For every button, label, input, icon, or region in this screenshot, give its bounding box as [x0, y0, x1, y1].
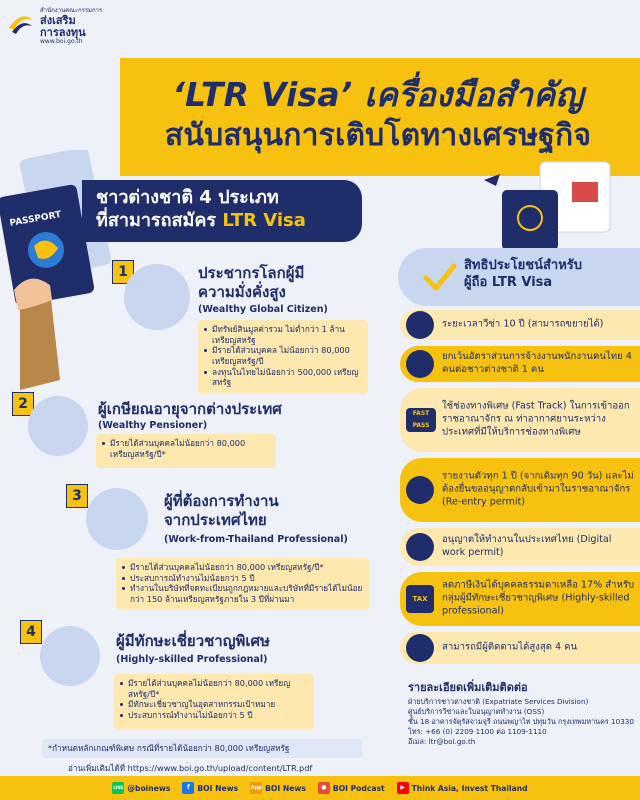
contact-phone[interactable]: โทร: +66 (0) 2209 1100 ต่อ 1109-1110 — [408, 726, 547, 736]
type-3-subtitle: (Work-from-Thailand Professional) — [164, 534, 348, 545]
logo-website: www.boi.go.th — [40, 38, 83, 46]
boi-logo — [6, 8, 102, 46]
types-banner-highlight: LTR Visa — [222, 210, 306, 232]
type-4-subtitle: (Highly-skilled Professional) — [116, 654, 268, 665]
types-banner — [82, 180, 362, 242]
type-1-title-line-1: ประชากรโลกผู้มี — [198, 264, 305, 282]
podcast-icon: ● — [318, 782, 330, 794]
benefit-text-5: อนุญาตให้ทำงานในประเทศไทย (Digital work permit) — [442, 534, 612, 558]
main-title-line-2: สนับสนุนการเติบโตทางเศรษฐกิจ — [164, 118, 592, 153]
footer-youtube-label: Think Asia, Invest Thailand — [411, 783, 528, 793]
type-2-title: ผู้เกษียณอายุจากต่างประเทศ — [98, 400, 282, 418]
type-2-subtitle: (Wealthy Pensioner) — [98, 420, 208, 431]
income-footnote: *กำหนดหลักเกณฑ์พิเศษ กรณีที่รายได้น้อยกว่า 80,000 เหรียญสหรัฐ — [42, 739, 362, 758]
contact-email[interactable]: อีเมล: ltr@boi.go.th — [408, 736, 476, 746]
contact-center: ศูนย์บริการวีซ่าและใบอนุญาตทำงาน (OSS) — [408, 707, 545, 717]
footer-app[interactable] — [250, 782, 306, 794]
type-1-criteria-2: มีรายได้ส่วนบุคคล ไม่น้อยกว่า 80,000 เหรียญสหรัฐ/ปี — [204, 345, 362, 366]
benefits-header-line-2: ผู้ถือ LTR Visa — [464, 274, 553, 290]
type-1-criteria-3: ลงทุนในไทยไม่น้อยกว่า 500,000 เหรียญสหรัฐ — [204, 367, 362, 388]
type-4-criteria-1: มีรายได้ส่วนบุคคลไม่น้อยกว่า 80,000 เหรียญสหรัฐ/ปี* — [120, 678, 308, 699]
facebook-icon: f — [182, 782, 194, 794]
visa-documents-illustration — [480, 160, 630, 250]
logo-line-2: ส่งเสริม — [40, 13, 76, 27]
main-title-line-1: ‘LTR Visa’ เครื่องมือสำคัญ — [172, 75, 584, 114]
logo-line-1: สำนักงานคณะกรรมการ — [40, 7, 103, 14]
footer-podcast[interactable] — [318, 782, 385, 794]
footer-app-label: BOI News — [265, 783, 306, 793]
benefit-item-1 — [400, 310, 640, 340]
read-more-link[interactable]: อ่านเพิ่มเติมได้ที่ https://www.boi.go.th/upload/content/LTR.pdf — [68, 763, 313, 773]
type-1-subtitle: (Wealthy Global Citizen) — [198, 304, 328, 315]
footer-facebook[interactable] — [182, 782, 238, 794]
benefit-text-3: ใช้ช่องทางพิเศษ (Fast Track) ในการเข้าออกราชอาณาจักร ณ ท่าอากาศยานระหว่างประเทศที่มีให้บริการช่องทางพิเศษ — [442, 400, 630, 438]
fast-pass-icon: FAST PASS — [406, 408, 436, 432]
logo-line-3: การลงทุน — [40, 25, 86, 39]
skilled-professional-icon — [40, 626, 100, 686]
type-3-number-badge: 3 — [66, 484, 88, 508]
tax-icon: TAX — [406, 585, 434, 613]
type-2-criteria-box — [96, 434, 276, 468]
app-icon: App — [250, 782, 262, 794]
type-1-number-badge: 1 — [112, 260, 134, 284]
people-icon — [406, 350, 434, 378]
benefit-text-4: รายงานตัวทุก 1 ปี (จากเดิมทุก 90 วัน) และไม่ต้องยื่นขออนุญาตกลับเข้ามาในราชอาณาจักร (Re-entry permit) — [442, 470, 634, 508]
type-3-title — [164, 492, 279, 530]
benefit-text-7: สามารถมีผู้ติดตามได้สูงสุด 4 คน — [442, 641, 578, 653]
contact-heading: รายละเอียดเพิ่มเติมติดต่อ — [408, 681, 528, 694]
type-3-title-line-2: จากประเทศไทย — [164, 510, 267, 529]
footer-youtube[interactable] — [397, 782, 528, 794]
benefit-item-2 — [400, 346, 640, 382]
social-footer — [0, 776, 640, 800]
passport-label: PASSPORT — [8, 209, 63, 229]
calendar-icon — [406, 311, 434, 339]
footer-line-label: @boinews — [127, 783, 171, 793]
type-1-criteria-1: มีทรัพย์สินมูลค่ารวม ไม่ต่ำกว่า 1 ล้านเหรียญสหรัฐ — [204, 324, 362, 345]
checkmark-icon — [422, 260, 458, 296]
benefit-item-7 — [400, 632, 640, 664]
family-icon — [406, 634, 434, 662]
benefit-item-4 — [400, 458, 640, 522]
contact-division: ฝ่ายบริการชาวต่างชาติ (Expatriate Services Division) — [408, 697, 589, 707]
footer-podcast-label: BOI Podcast — [332, 783, 385, 793]
type-2-number-badge: 2 — [12, 392, 34, 416]
type-4-criteria-2: มีทักษะเชี่ยวชาญในอุตสาหกรรมเป้าหมาย — [120, 699, 308, 710]
type-4-title: ผู้มีทักษะเชี่ยวชาญพิเศษ — [116, 632, 270, 650]
types-banner-prefix: ที่สามารถสมัคร — [96, 210, 223, 232]
youtube-icon: ▶ — [397, 782, 409, 794]
contact-info — [408, 680, 640, 747]
type-4-number-badge: 4 — [20, 620, 42, 644]
benefits-header — [398, 248, 640, 306]
work-from-thailand-icon — [86, 488, 148, 550]
report-icon — [406, 476, 434, 504]
type-1-title-line-2: ความมั่งคั่งสูง — [198, 282, 286, 301]
type-1-criteria-box — [198, 320, 368, 394]
benefit-item-5 — [400, 528, 640, 566]
type-3-criteria-1: มีรายได้ส่วนบุคคลไม่น้อยกว่า 80,000 เหรียญสหรัฐ/ปี* — [122, 562, 364, 573]
benefit-item-3 — [400, 388, 640, 452]
boi-logo-icon — [6, 8, 36, 38]
contact-address: ชั้น 18 อาคารจัตุรัสจามจุรี ถนนพญาไท ปทุมวัน กรุงเทพมหานคร 10330 — [408, 717, 634, 727]
benefit-text-6: ลดภาษีเงินได้บุคคลธรรมดาเหลือ 17% สำหรับกลุ่มผู้มีทักษะเชี่ยวชาญพิเศษ (Highly-skilled professional) — [442, 579, 635, 617]
footer-facebook-label: BOI News — [197, 783, 239, 793]
line-icon: LINE — [112, 782, 124, 794]
work-permit-icon — [406, 533, 434, 561]
type-2-criteria-1: มีรายได้ส่วนบุคคลไม่น้อยกว่า 80,000 เหรียญสหรัฐ/ปี* — [102, 438, 270, 459]
benefit-text-1: ระยะเวลาวีซ่า 10 ปี (สามารถขยายได้) — [442, 318, 604, 330]
types-banner-line-1: ชาวต่างชาติ 4 ประเภท — [96, 187, 279, 208]
benefit-item-6 — [400, 572, 640, 626]
type-3-criteria-3: ทำงานในบริษัทที่จดทะเบียนถูกกฎหมายและบริษัทที่มีรายได้ไม่น้อยกว่า 150 ล้านเหรียญสหรัฐภายใน 3 ปีที่ผ่านมา — [122, 583, 364, 604]
type-3-title-line-1: ผู้ที่ต้องการทำงาน — [164, 492, 279, 510]
type-4-criteria-box — [114, 674, 314, 730]
types-banner-line-2 — [96, 209, 352, 232]
type-1-title — [198, 264, 304, 302]
type-3-criteria-2: ประสบการณ์ทำงานไม่น้อยกว่า 5 ปี — [122, 573, 364, 584]
type-4-criteria-3: ประสบการณ์ทำงานไม่น้อยกว่า 5 ปี — [120, 710, 308, 721]
wealthy-citizen-icon — [124, 264, 190, 330]
footer-line[interactable] — [112, 782, 170, 794]
benefit-text-2: ยกเว้นอัตราส่วนการจ้างงานพนักงานคนไทย 4 คนต่อชาวต่างชาติ 1 คน — [442, 351, 632, 375]
benefits-header-line-1: สิทธิประโยชน์สำหรับ — [464, 258, 583, 273]
type-3-criteria-box — [116, 558, 370, 610]
pensioner-icon — [28, 396, 88, 456]
